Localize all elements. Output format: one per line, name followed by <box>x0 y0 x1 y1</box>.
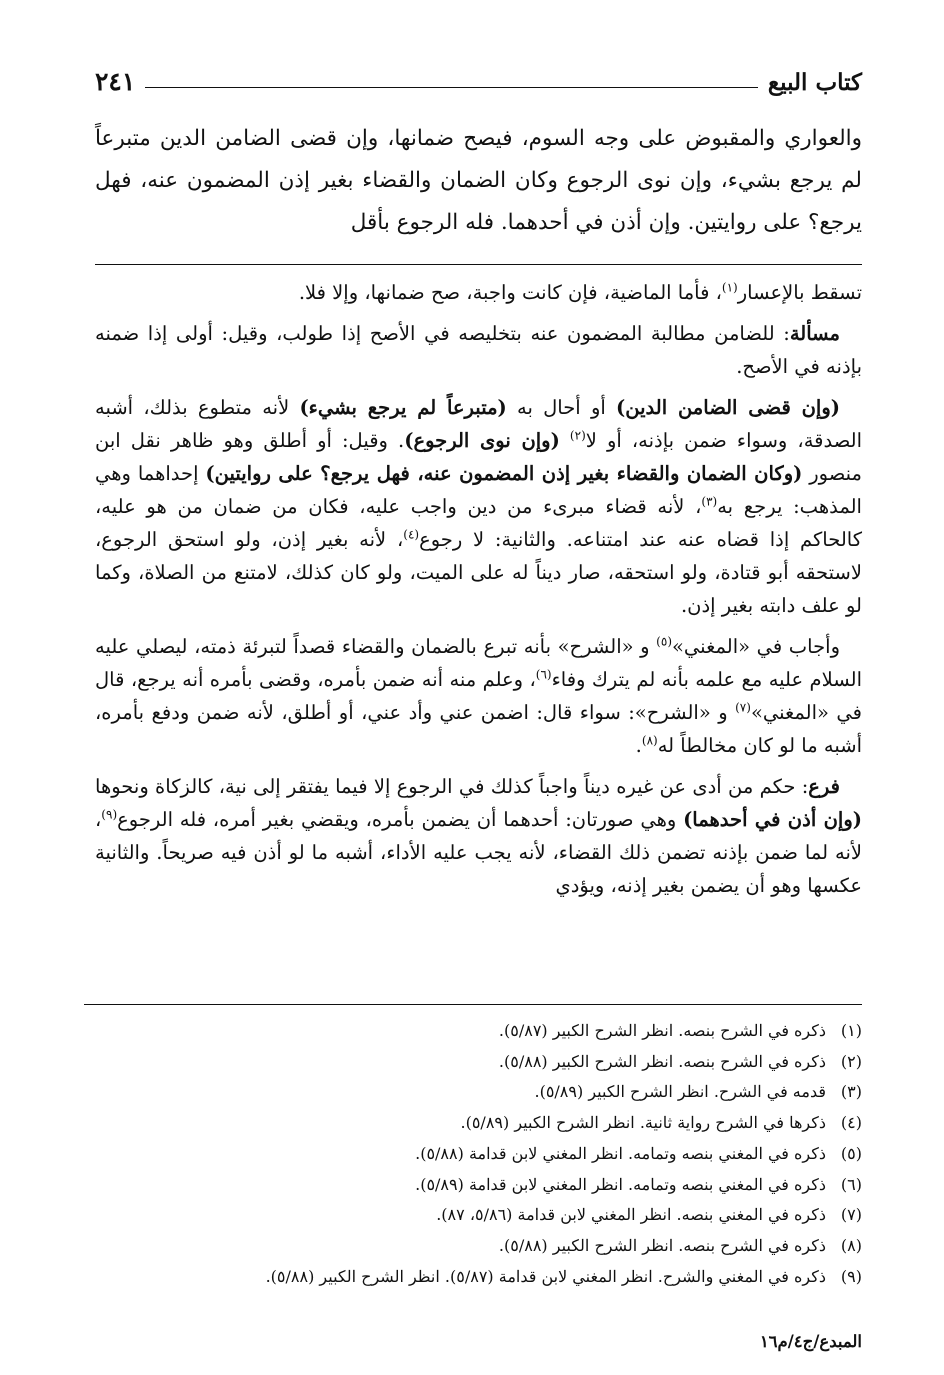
commentary-paragraph-1 <box>95 276 862 309</box>
main-separator <box>95 264 862 265</box>
footnote <box>95 1047 862 1078</box>
footnote-ref: (٣) <box>701 494 718 509</box>
commentary <box>95 276 862 910</box>
main-text <box>95 118 862 244</box>
footnote-text: ذكره في المغني بنصه. انظر المغني لابن قدامة (٥/٨٦، ٨٧). <box>436 1205 826 1225</box>
footnote-text: ذكره في المغني بنصه وتمامه. انظر المغني لابن قدامة (٥/٨٨). <box>415 1143 826 1163</box>
text-run: . <box>635 734 642 757</box>
footnote-ref: (٨) <box>641 733 658 748</box>
footnote <box>95 1016 862 1047</box>
footnote <box>95 1170 862 1201</box>
text-run: إحداهما وهي المذهب: يرجع به <box>95 462 862 518</box>
footnote-number: (٣) <box>840 1082 862 1102</box>
footnote-text: قدمه في الشرح. انظر الشرح الكبير (٥/٨٩). <box>534 1082 826 1102</box>
commentary-paragraph-5 <box>95 770 862 902</box>
text-run: وأجاب في «المغني» <box>672 635 840 658</box>
footnote-ref: (٩) <box>101 807 118 822</box>
bold-run: مسألة <box>789 322 840 345</box>
footnote-number: (٧) <box>840 1205 862 1225</box>
text-run: ، وعلم منه أنه ضمن بأمره، وقضى بأمره أنه يرجع، قال في «المغني» <box>95 668 863 724</box>
footnote <box>95 1108 862 1139</box>
footnote-text: ذكره في المغني بنصه وتمامه. انظر المغني لابن قدامة (٥/٨٩). <box>415 1174 826 1194</box>
footnotes-separator <box>84 1004 862 1005</box>
footnote-ref: (١) <box>721 280 738 295</box>
commentary-paragraph-2 <box>95 317 862 383</box>
footnote-text: ذكرها في الشرح رواية ثانية. انظر الشرح الكبير (٥/٨٩). <box>460 1113 826 1133</box>
footnote <box>95 1077 862 1108</box>
text-run: و «الشرح» بأنه تبرع بالضمان والقضاء قصداً لتبرئة ذمته، ليصلي عليه السلام عليه مع علمه بأنه لم يترك وفاء <box>95 635 862 691</box>
text-run: أو أحال به <box>506 396 617 419</box>
volume-signature: المبدع/ج٤/م١٦ <box>759 1332 862 1351</box>
text-run: . وقيل: أو أطلق وهو ظاهر نقل ابن منصور <box>95 429 862 485</box>
text-run: وهي صورتان: أحدهما أن يضمن بأمره، ويقضي بغير أمره، فله الرجوع <box>117 808 684 831</box>
footnote-ref: (٤) <box>403 527 420 542</box>
text-run: : حكم من أدى عن غيره ديناً واجباً كذلك في الرجوع إلا فيما يفتقر إلى نية، كالزكاة ونحوها <box>95 775 809 798</box>
quoted-matn: (وإن قضى الضامن الدين) <box>616 396 840 419</box>
text-run: ، فأما الماضية، فإن كانت واجبة، صح ضمانها، وإلا فلا. <box>298 281 722 304</box>
quoted-matn: (وإن أذن في أحدهما) <box>683 808 862 831</box>
text-run: ، لأنه قضاء مبرىء من دين واجب عليه، فكان من ضمان من هو عليه، كالحاكم إذا قضاه عنه عند امتناعه. والثانية: لا رجوع <box>95 495 862 551</box>
text-run <box>560 429 570 452</box>
commentary-paragraph-3 <box>95 391 862 622</box>
page-header <box>95 62 862 96</box>
footnote-text: ذكره في الشرح بنصه. انظر الشرح الكبير (٥/٨٨). <box>498 1051 826 1071</box>
footnote <box>95 1139 862 1170</box>
footnote-text: ذكره في المغني والشرح. انظر المغني لابن قدامة (٥/٨٧). انظر الشرح الكبير (٥/٨٨). <box>265 1266 826 1286</box>
book-title: كتاب البيع <box>767 69 862 96</box>
text-run: لأنه متطوع بذلك، أشبه الصدقة، وسواء ضمن بإذنه، أو لا <box>95 396 862 452</box>
footnote <box>95 1231 862 1262</box>
footnote-ref: (٥) <box>656 634 672 649</box>
footnote-ref: (٢) <box>569 428 586 443</box>
footnote-text: ذكره في الشرح بنصه. انظر الشرح الكبير (٥/٨٨). <box>498 1235 826 1255</box>
main-paragraph: والعواري والمقبوض على وجه السوم، فيصح ضمانها، وإن قضى الضامن الدين متبرعاً لم يرجع بشيء، وإن نوى الرجوع وكان الضمان والقضاء بغير إذن المضمون عنه، فهل يرجع؟ على روايتين. وإن أذن في أحدهما. فله الرجوع بأقل <box>95 126 862 235</box>
bold-run: فرع <box>808 775 840 798</box>
footnote-number: (٨) <box>840 1235 862 1255</box>
footnote-number: (١) <box>840 1021 862 1040</box>
quoted-matn: (وكان الضمان والقضاء بغير إذن المضمون عنه، فهل يرجع؟ على روايتين) <box>205 462 803 485</box>
commentary-paragraph-4 <box>95 630 862 762</box>
header-rule <box>145 87 758 88</box>
footnote <box>95 1262 862 1293</box>
footnote-number: (٩) <box>840 1266 862 1286</box>
text-run: و «الشرح»: سواء قال: اضمن عني وأد عني، أو أطلق، لأنه ضمن ودفع بأمره، أشبه ما لو كان مخالطاً له <box>95 701 862 757</box>
quoted-matn: (متبرعاً لم يرجع بشيء) <box>299 396 507 419</box>
quoted-matn: (وإن نوى الرجوع) <box>404 429 560 452</box>
page-number: ٢٤١ <box>95 67 136 96</box>
footnote <box>95 1200 862 1231</box>
footnote-number: (٢) <box>840 1051 862 1071</box>
footnote-number: (٥) <box>840 1143 862 1163</box>
footnote-ref: (٦) <box>535 667 552 682</box>
footnote-text: ذكره في الشرح بنصه. انظر الشرح الكبير (٥/٨٧). <box>498 1021 826 1040</box>
text-run: : للضامن مطالبة المضمون عنه بتخليصه في الأصح إذا طولب، وقيل: أولى إذا ضمنه بإذنه في الأصح. <box>95 322 862 378</box>
text-run: ، لأنه بغير إذن، ولو استحق الرجوع، لاستحقه أبو قتادة، ولو استحقه، صار ديناً له على الميت، ولو كان كذلك، لامتنع من الصلاة، وكما لو علف دابته بغير إذن. <box>95 528 862 617</box>
footnote-number: (٤) <box>840 1113 862 1133</box>
footnote-ref: (٧) <box>735 700 751 715</box>
footnote-number: (٦) <box>840 1174 862 1194</box>
text-run: ، لأنه لما ضمن بإذنه تضمن ذلك القضاء، لأنه يجب عليه الأداء، أشبه ما لو أذن فيه صريحاً. والثانية عكسها وهو أن يضمن بغير إذنه، ويؤدي <box>95 808 862 897</box>
footnotes <box>95 1016 862 1292</box>
text-run: تسقط بالإعسار <box>737 281 862 304</box>
